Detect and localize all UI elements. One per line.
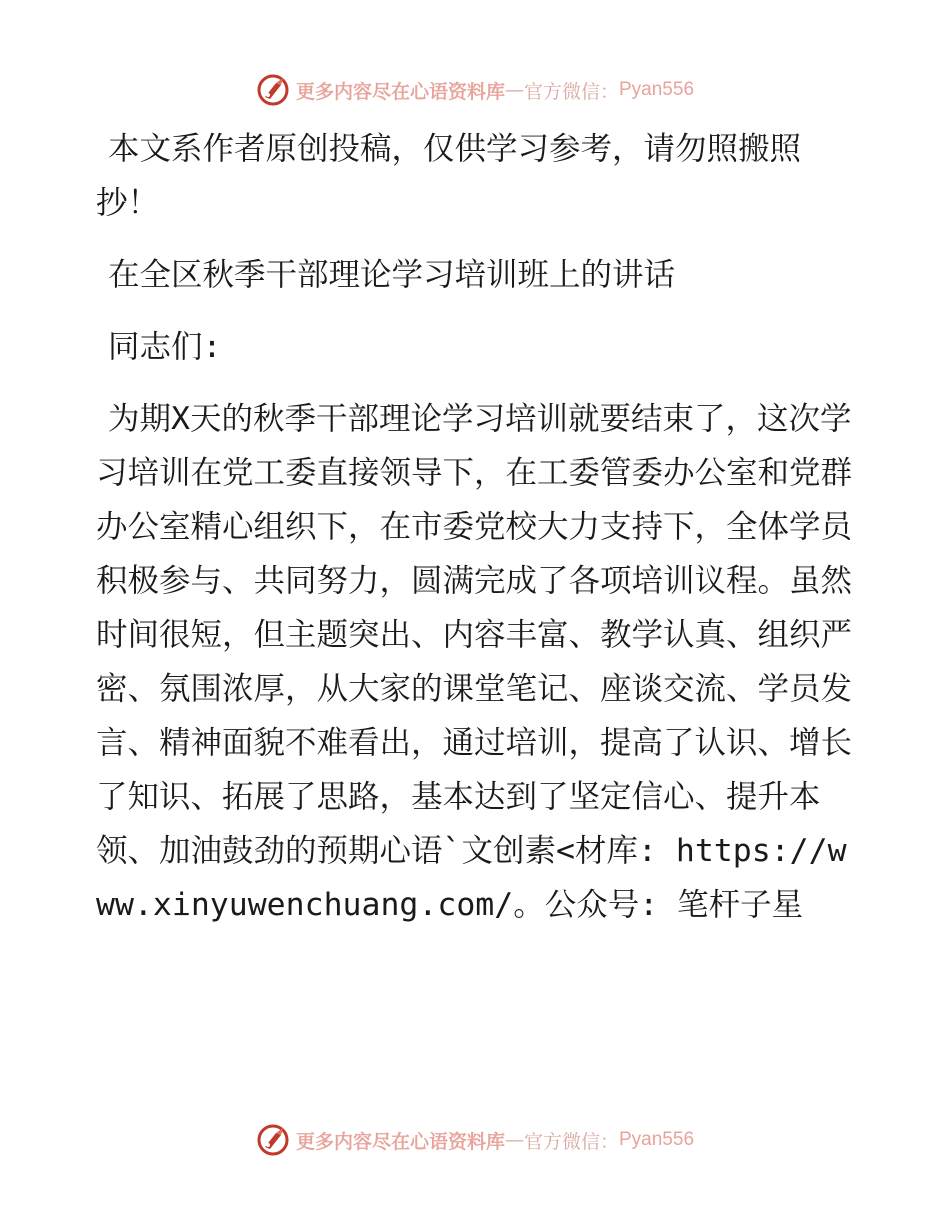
quill-pen-logo-icon bbox=[256, 73, 290, 107]
banner-wechat-label: 官方微信： bbox=[523, 80, 619, 103]
speech-greeting: 同志们: bbox=[108, 329, 222, 365]
copyright-notice: 本文系作者原创投稿，仅供学习参考，请勿照搬照抄！ bbox=[96, 131, 802, 221]
banner-brand-text: 更多内容尽在心语资料库 bbox=[295, 80, 505, 103]
banner-wechat-id: Pyan556 bbox=[619, 79, 695, 100]
speech-body-paragraph: 为期X天的秋季干部理论学习培训就要结束了，这次学习培训在党工委直接领导下，在工委管委办公室和党群办公室精心组织下，在市委党校大力支持下，全体学员积极参与、共同努力，圆满完成了各项培训议程。虽然时间很短，但主题突出、内容丰富、教学认真、组织严密、氛围浓厚，从大家的课堂笔记、座谈交流、学员发言、精神面貌不难看出，通过培训，提高了认识、增长了知识、拓展了思路，基本达到了坚定信心、提升本领、加油鼓劲的预期心语`文创素<材库: https://www.xinyuwenchuang.com/。公众号: 笔杆子星 bbox=[96, 401, 853, 923]
banner-separator: — bbox=[504, 1129, 524, 1151]
footer-banner bbox=[0, 1120, 950, 1160]
banner-wechat-id: Pyan556 bbox=[619, 1129, 695, 1150]
banner-brand-text: 更多内容尽在心语资料库 bbox=[295, 1130, 505, 1153]
header-banner bbox=[0, 70, 950, 110]
speech-title: 在全区秋季干部理论学习培训班上的讲话 bbox=[108, 257, 676, 293]
document-body bbox=[96, 122, 856, 932]
quill-pen-logo-icon bbox=[256, 1123, 290, 1157]
banner-separator: — bbox=[504, 79, 524, 101]
banner-wechat-label: 官方微信： bbox=[523, 1130, 619, 1153]
